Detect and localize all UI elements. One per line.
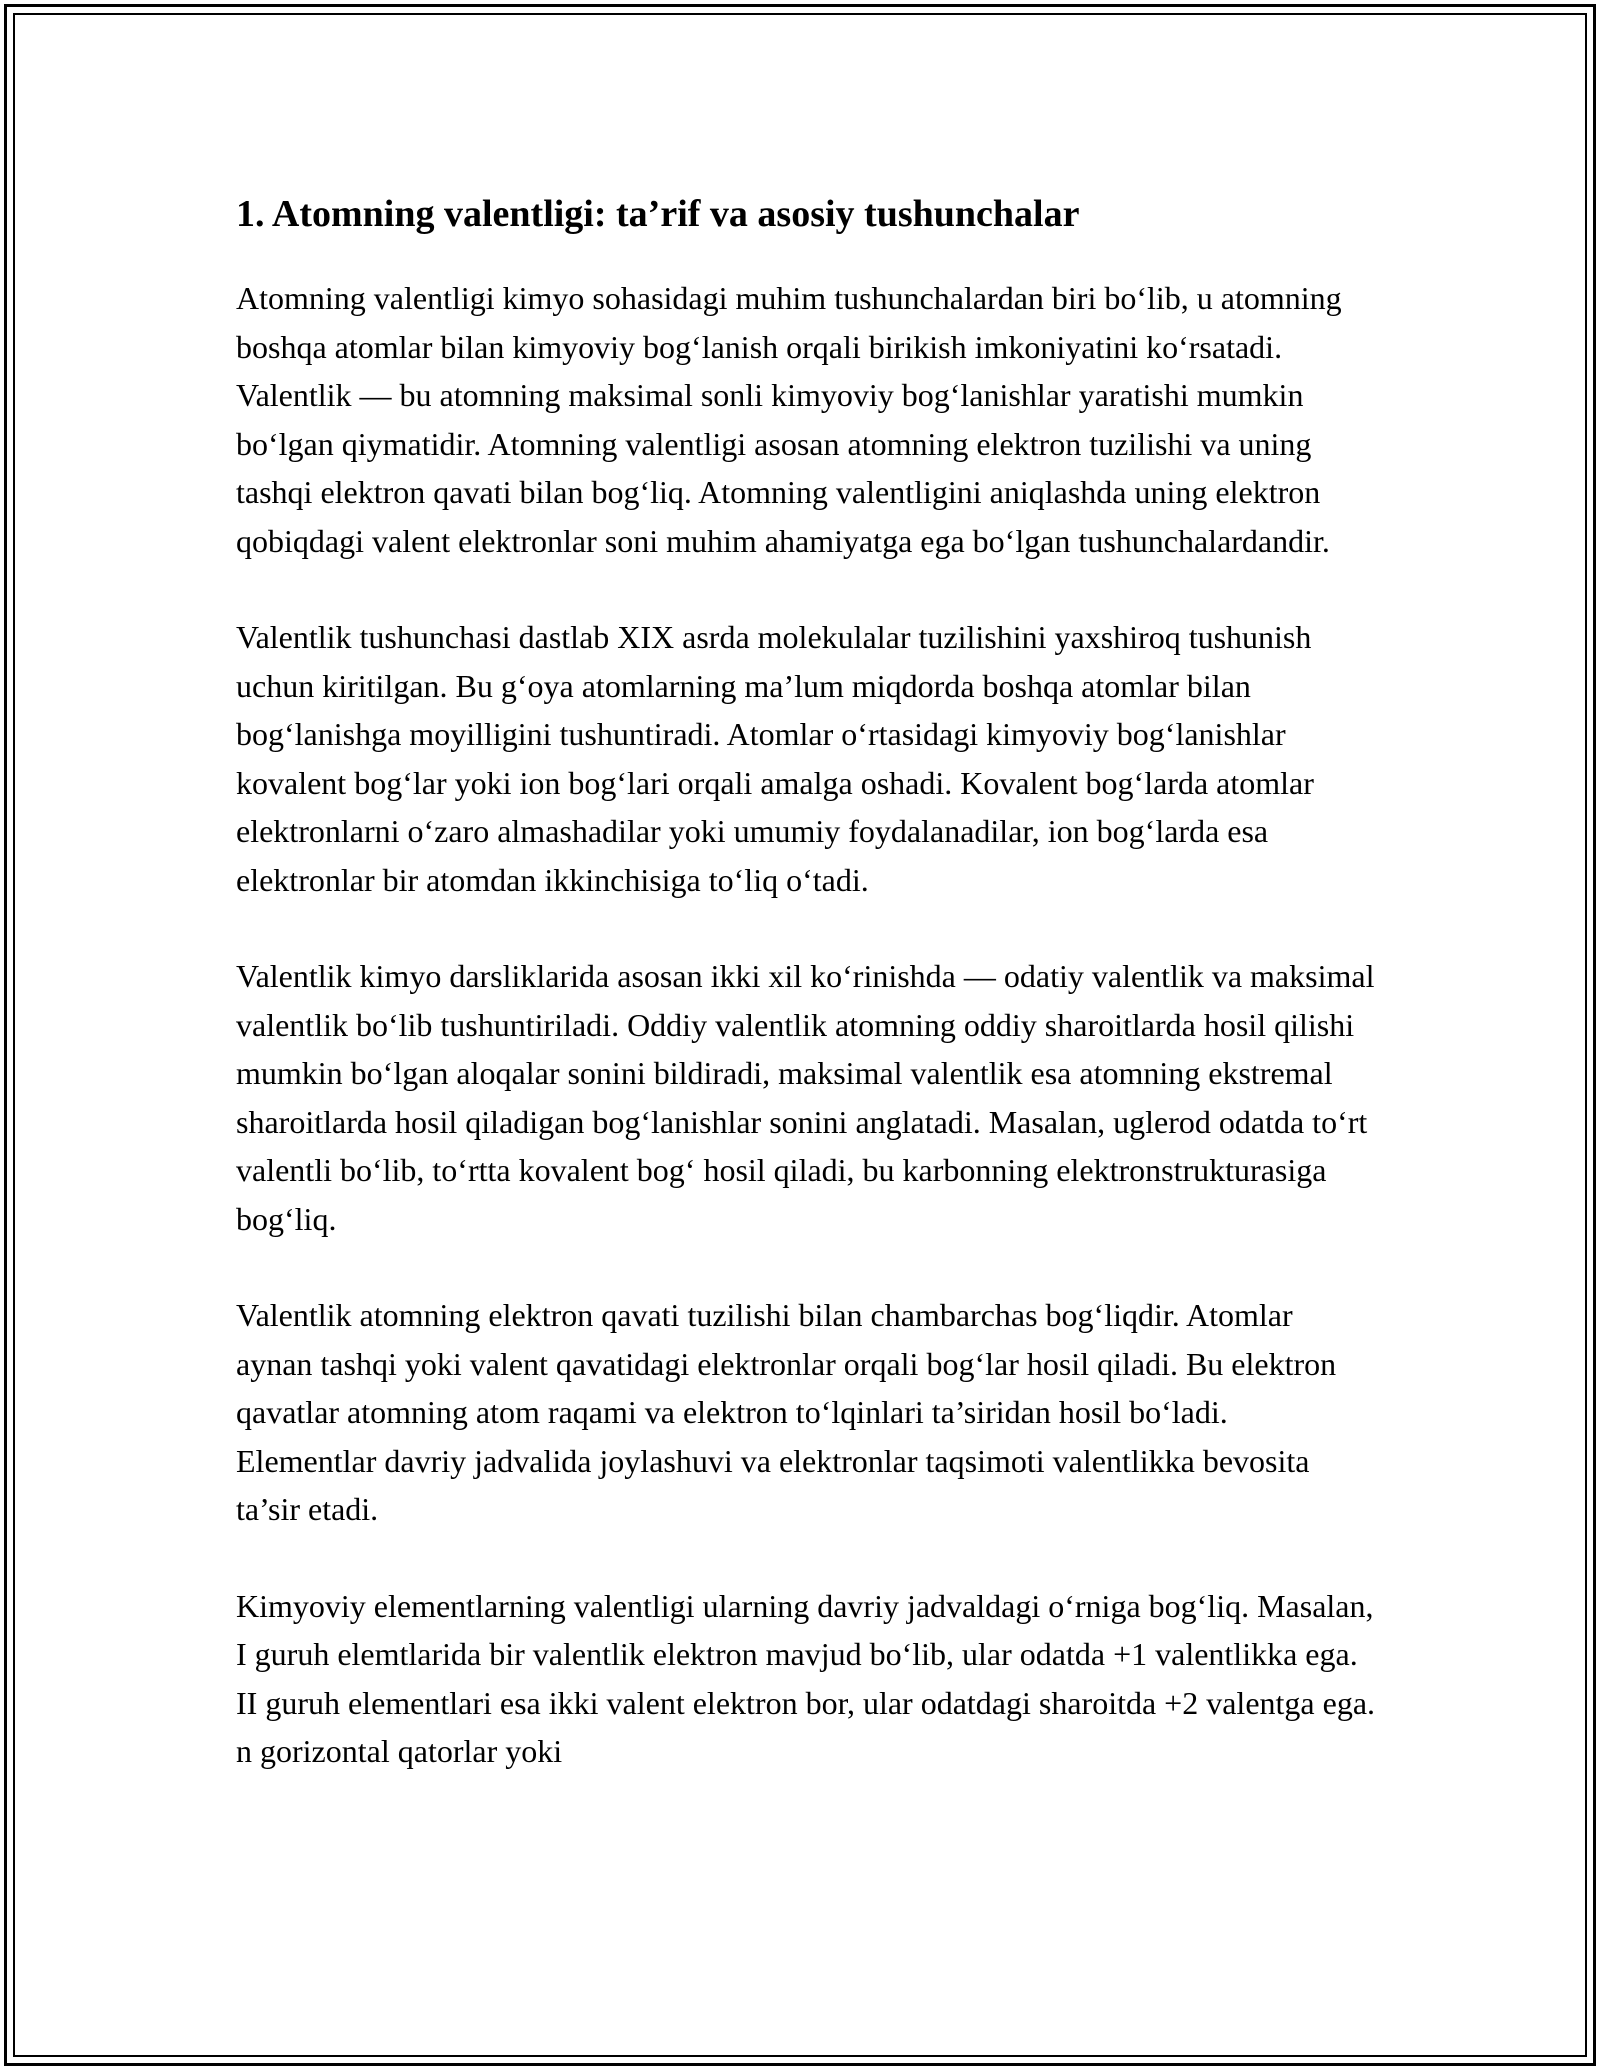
paragraph-valence-types: Valentlik kimyo darsliklarida asosan ikki xil ko‘rinishda — odatiy valentlik va maksimal valentlik bo‘lib tushuntiriladi. Oddiy valentlik atomning oddiy sharoitlarda hosil qilishi mumkin bo‘lgan aloqalar sonini bildiradi, maksimal valentlik esa atomning ekstremal sharoitlarda hosil qiladigan bog‘lanishlar sonini anglatadi. Masalan, uglerod odatda to‘rt valentli bo‘lib, to‘rtta kovalent bog‘ hosil qiladi, bu karbonning elektronstrukturasiga bog‘liq. — [236, 958, 1375, 1237]
section-heading: 1. Atomning valentligi: ta’rif va asosiy tushunchalar — [236, 193, 1080, 235]
paragraph-electron-shell: Valentlik atomning elektron qavati tuzilishi bilan chambarchas bog‘liqdir. Atomlar aynan tashqi yoki valent qavatidagi elektronlar orqali bog‘lar hosil qiladi. Bu elektron qavatlar atomning atom raqami va elektron to‘lqinlari ta’siridan hosil bo‘ladi. Elementlar davriy jadvalida joylashuvi va elektronlar taqsimoti valentlikka bevosita ta’sir etadi. — [236, 1297, 1337, 1527]
paragraph-definition: Atomning valentligi kimyo sohasidagi muhim tushunchalardan biri bo‘lib, u atomning boshqa atomlar bilan kimyoviy bog‘lanish orqali birikish imkoniyatini ko‘rsatadi. Valentlik — bu atomning maksimal sonli kimyoviy bog‘lanishlar yaratishi mumkin bo‘lgan qiymatidir. Atomning valentligi asosan atomning elektron tuzilishi va uning tashqi elektron qavati bilan bog‘liq. Atomning valentligini aniqlashda uning elektron qobiqdagi valent elektronlar soni muhim ahamiyatga ega bo‘lgan tushunchalardandir. — [236, 280, 1342, 559]
document-body — [236, 186, 1376, 1824]
paragraph-history: Valentlik tushunchasi dastlab XIX asrda molekulalar tuzilishini yaxshiroq tushunish uchun kiritilgan. Bu g‘oya atomlarning ma’lum miqdorda boshqa atomlar bilan bog‘lanishga moyilligini tushuntiradi. Atomlar o‘rtasidagi kimyoviy bog‘lanishlar kovalent bog‘lar yoki ion bog‘lari orqali amalga oshadi. Kovalent bog‘larda atomlar elektronlarni o‘zaro almashadilar yoki umumiy foydalanadilar, ion bog‘larda esa elektronlar bir atomdan ikkinchisiga to‘liq o‘tadi. — [236, 619, 1314, 898]
paragraph-periodic-table: Kimyoviy elementlarning valentligi ularning davriy jadvaldagi o‘rniga bog‘liq. Masalan, I guruh elemtlarida bir valentlik elektron mavjud bo‘lib, ular odatda +1 valentlikka ega. II guruh elementlari esa ikki valent elektron bor, ular odatdagi sharoitda +2 valentga ega. n gorizontal qatorlar yoki — [236, 1587, 1376, 1769]
